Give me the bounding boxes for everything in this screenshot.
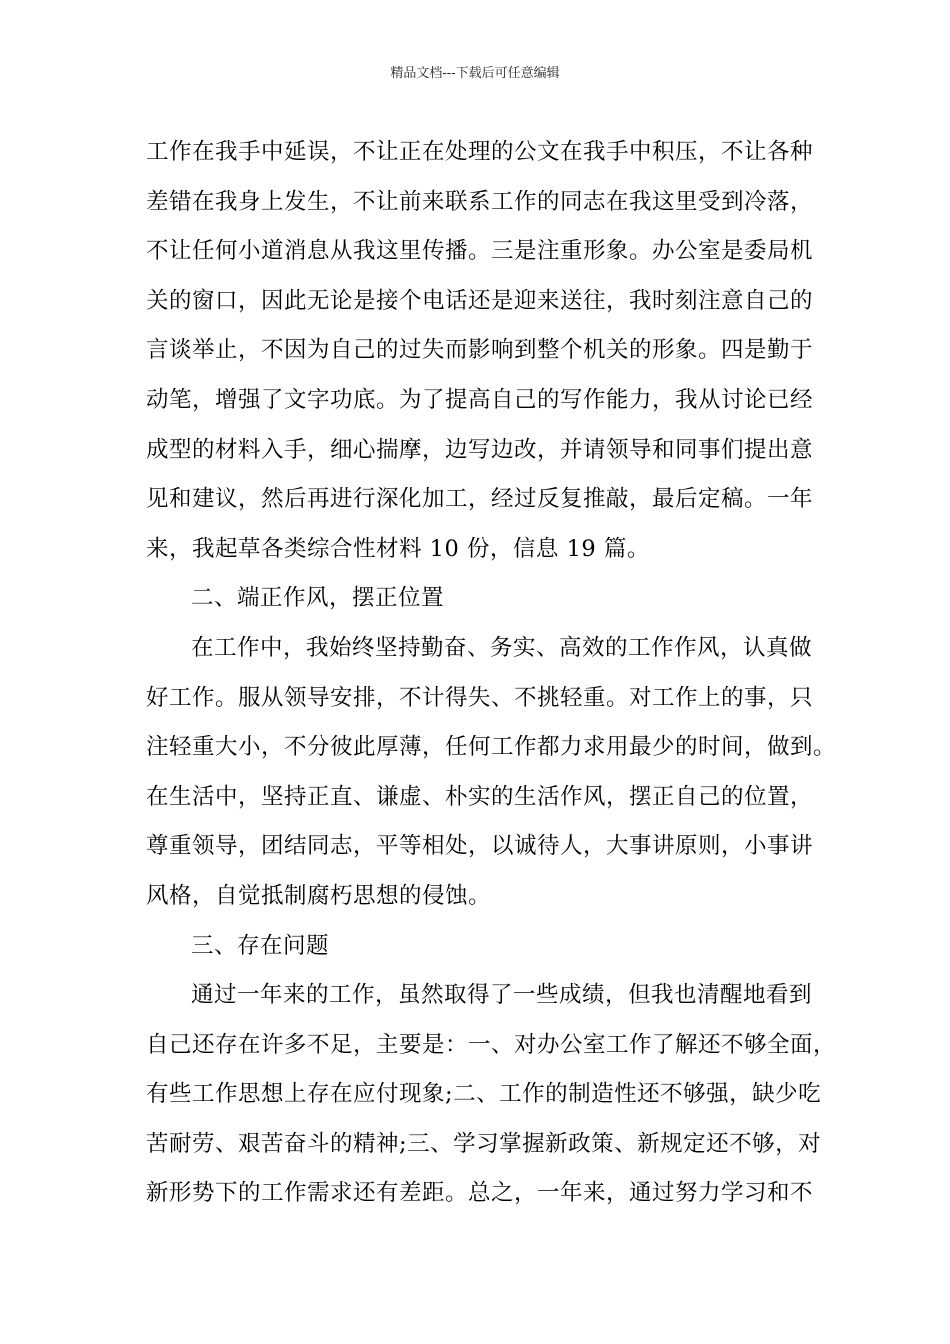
body-line: 见和建议，然后再进行深化加工，经过反复推敲，最后定稿。一年	[146, 486, 814, 513]
body-line: 关的窗口，因此无论是接个电话还是迎来送往，我时刻注意自己的	[146, 287, 814, 314]
body-line: 有些工作思想上存在应付现象;二、工作的制造性还不够强，缺少吃	[146, 1081, 822, 1108]
body-line: 苦耐劳、艰苦奋斗的精神;三、学习掌握新政策、新规定还不够，对	[146, 1130, 822, 1157]
body-line: 好工作。服从领导安排，不计得失、不挑轻重。对工作上的事，只	[146, 684, 814, 711]
body-line: 来，我起草各类综合性材料 10 份，信息 19 篇。	[146, 535, 650, 562]
body-line: 新形势下的工作需求还有差距。总之，一年来，通过努力学习和不	[146, 1180, 814, 1207]
body-line: 在生活中，坚持正直、谦虚、朴实的生活作风，摆正自己的位置，	[146, 783, 814, 810]
body-line: 工作在我手中延误，不让正在处理的公文在我手中积压，不让各种	[146, 139, 814, 165]
body-line: 尊重领导，团结同志，平等相处，以诚待人，大事讲原则，小事讲	[146, 833, 814, 860]
body-line: 通过一年来的工作，虽然取得了一些成绩，但我也清醒地看到	[191, 982, 813, 1009]
body-line: 风格，自觉抵制腐朽思想的侵蚀。	[146, 882, 492, 909]
body-line: 成型的材料入手，细心揣摩，边写边改，并请领导和同事们提出意	[146, 436, 814, 463]
section-heading: 二、端正作风，摆正位置	[191, 585, 445, 612]
body-line: 言谈举止，不因为自己的过失而影响到整个机关的形象。四是勤于	[146, 337, 814, 364]
body-line: 动笔，增强了文字功底。为了提高自己的写作能力，我从讨论已经	[146, 386, 814, 413]
section-heading: 三、存在问题	[191, 932, 330, 959]
body-line: 在工作中，我始终坚持勤奋、务实、高效的工作作风，认真做	[191, 634, 813, 661]
page-header: 精品文档---下载后可任意编辑	[390, 66, 560, 81]
body-line: 不让任何小道消息从我这里传播。三是注重形象。办公室是委局机	[146, 238, 814, 265]
body-line: 差错在我身上发生，不让前来联系工作的同志在我这里受到冷落，	[146, 188, 814, 215]
body-line: 自己还存在许多不足，主要是：一、对办公室工作了解还不够全面，	[146, 1031, 837, 1058]
document-body	[146, 128, 846, 1219]
body-line: 注轻重大小，不分彼此厚薄，任何工作都力求用最少的时间，做到。	[146, 734, 837, 761]
